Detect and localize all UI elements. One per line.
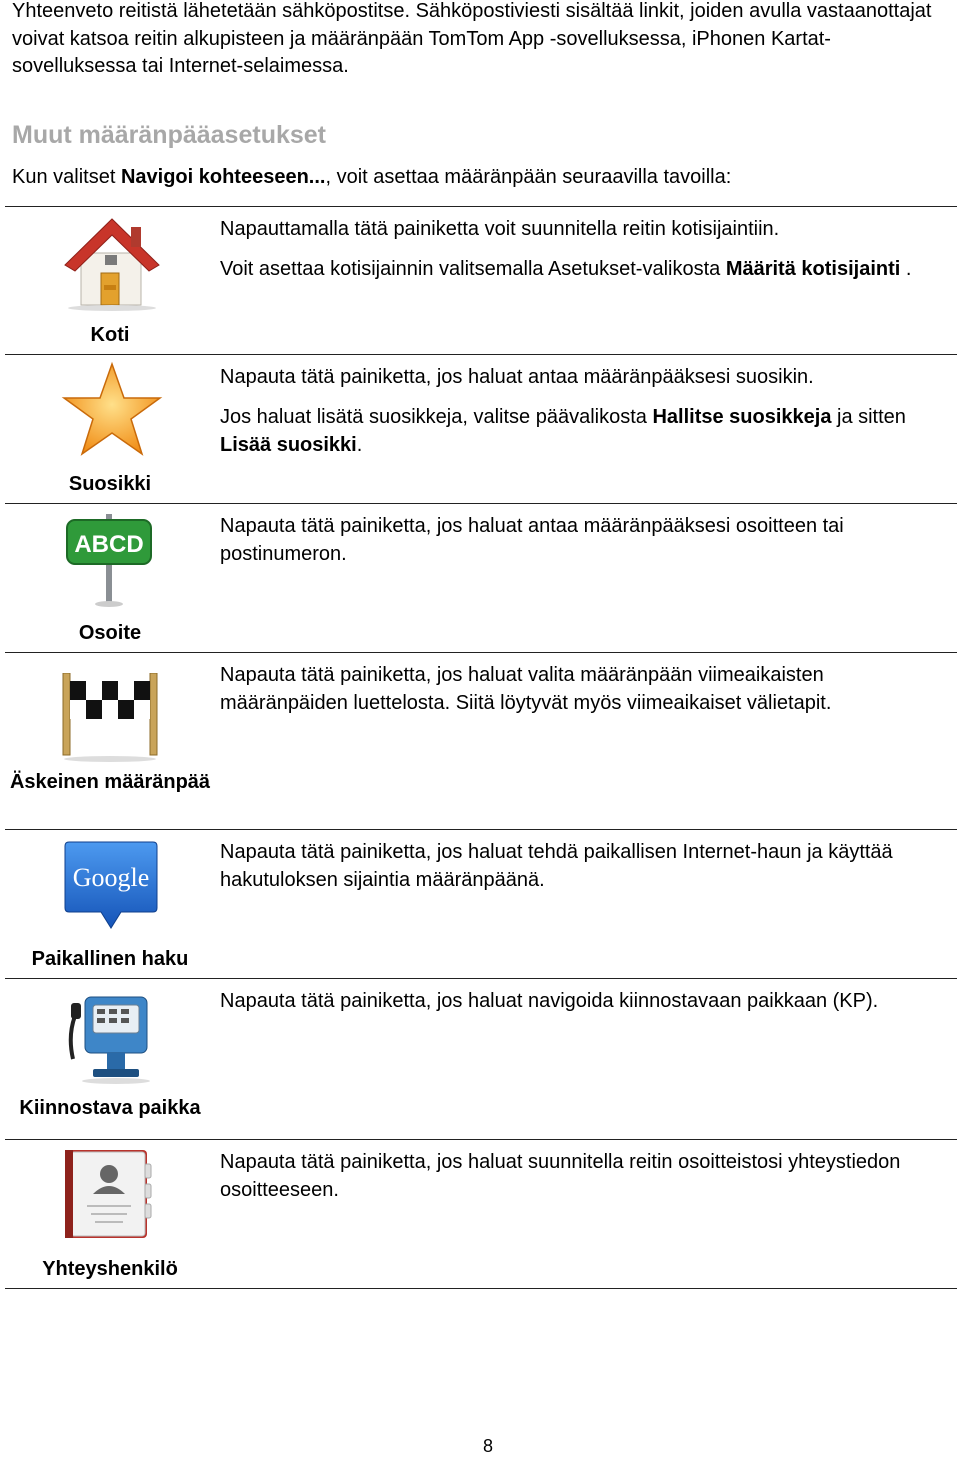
- option-row-recent: [5, 653, 957, 829]
- option-row-poi: [5, 979, 957, 1139]
- section-heading: Muut määränpääasetukset: [12, 121, 327, 149]
- payphone-icon[interactable]: [57, 993, 167, 1093]
- option-row-contact: [5, 1140, 957, 1288]
- option-label: Koti: [90, 324, 130, 346]
- description-text: Napauta tätä painiketta, jos haluat valita määränpään viimeaikaisten määränpäiden luettelosta. Siitä löytyvät myös viimeaikaiset välietapit.: [220, 664, 832, 714]
- description-text: Napauta tätä painiketta, jos haluat suunnitella reitin osoitteistosi yhteystiedon osoitteeseen.: [220, 1151, 901, 1201]
- lead-bold-menu: Navigoi kohteeseen...: [120, 166, 326, 188]
- option-description: [220, 512, 955, 580]
- option-description: [220, 838, 955, 906]
- option-label: Paikallinen haku: [31, 948, 189, 970]
- description-text: Napauta tätä painiketta, jos haluat antaa määränpääksesi osoitteen tai postinumeron.: [220, 515, 844, 565]
- description-text: [220, 255, 955, 283]
- google-pin-icon[interactable]: [57, 840, 167, 940]
- option-row-home: [5, 207, 957, 354]
- bold-menu-item: Lisää suosikki: [220, 434, 357, 456]
- page-number: 8: [482, 1436, 493, 1456]
- google-logo-text: Google: [72, 863, 150, 892]
- option-label: Äskeinen määränpää: [9, 771, 211, 793]
- description-text: Napauttamalla tätä painiketta voit suunnitella reitin kotisijaintiin.: [220, 218, 780, 240]
- checkered-flag-icon[interactable]: [57, 673, 167, 773]
- text-segment: Jos haluat lisätä suosikkeja, valitse päävalikosta: [220, 406, 653, 428]
- option-row-favourite: [5, 355, 957, 503]
- address-book-icon[interactable]: [57, 1148, 167, 1248]
- description-text: Napauta tätä painiketta, jos haluat navigoida kiinnostavaan paikkaan (KP).: [220, 990, 879, 1012]
- option-description: [220, 215, 955, 295]
- description-text: Napauta tätä painiketta, jos haluat tehdä paikallisen Internet-haun ja käyttää hakutuloksen sijaintia määränpäänä.: [220, 841, 893, 891]
- lead-text-after: , voit asettaa määränpään seuraavilla tavoilla:: [325, 166, 732, 188]
- option-label: Yhteyshenkilö: [42, 1258, 178, 1280]
- bold-menu-item: Määritä kotisijainti: [725, 258, 901, 280]
- text-segment: .: [356, 434, 363, 456]
- text-segment: Voit asettaa kotisijainnin valitsemalla Asetukset-valikosta: [220, 258, 726, 280]
- lead-text-before: Kun valitset: [12, 166, 121, 188]
- option-description: [220, 987, 955, 1027]
- house-icon[interactable]: [57, 213, 167, 313]
- sign-text: ABCD: [74, 531, 144, 558]
- option-label: Suosikki: [68, 473, 152, 495]
- street-sign-icon[interactable]: [57, 514, 167, 614]
- text-segment: .: [900, 258, 912, 280]
- lead-paragraph: [12, 166, 731, 189]
- option-description: [220, 363, 955, 471]
- bold-menu-item: Hallitse suosikkeja: [652, 406, 832, 428]
- description-text: [220, 403, 955, 459]
- star-icon[interactable]: [57, 361, 167, 461]
- option-row-local-search: [5, 830, 957, 978]
- option-row-address: [5, 504, 957, 652]
- option-label: Osoite: [78, 622, 142, 644]
- option-description: [220, 1148, 955, 1216]
- divider: [5, 1288, 957, 1289]
- intro-paragraph: Yhteenveto reitistä lähetetään sähköpostitse. Sähköpostiviesti sisältää linkit, joiden avulla vastaanottajat voivat katsoa reitin alkupisteen ja määränpään TomTom App -sovelluksessa, iPhonen Kartat-sovelluksessa tai Internet-selaimessa.: [12, 0, 932, 77]
- option-label: Kiinnostava paikka: [19, 1097, 201, 1119]
- text-segment: ja sitten: [831, 406, 906, 428]
- description-text: Napauta tätä painiketta, jos haluat antaa määränpääksesi suosikin.: [220, 366, 814, 388]
- option-description: [220, 661, 955, 729]
